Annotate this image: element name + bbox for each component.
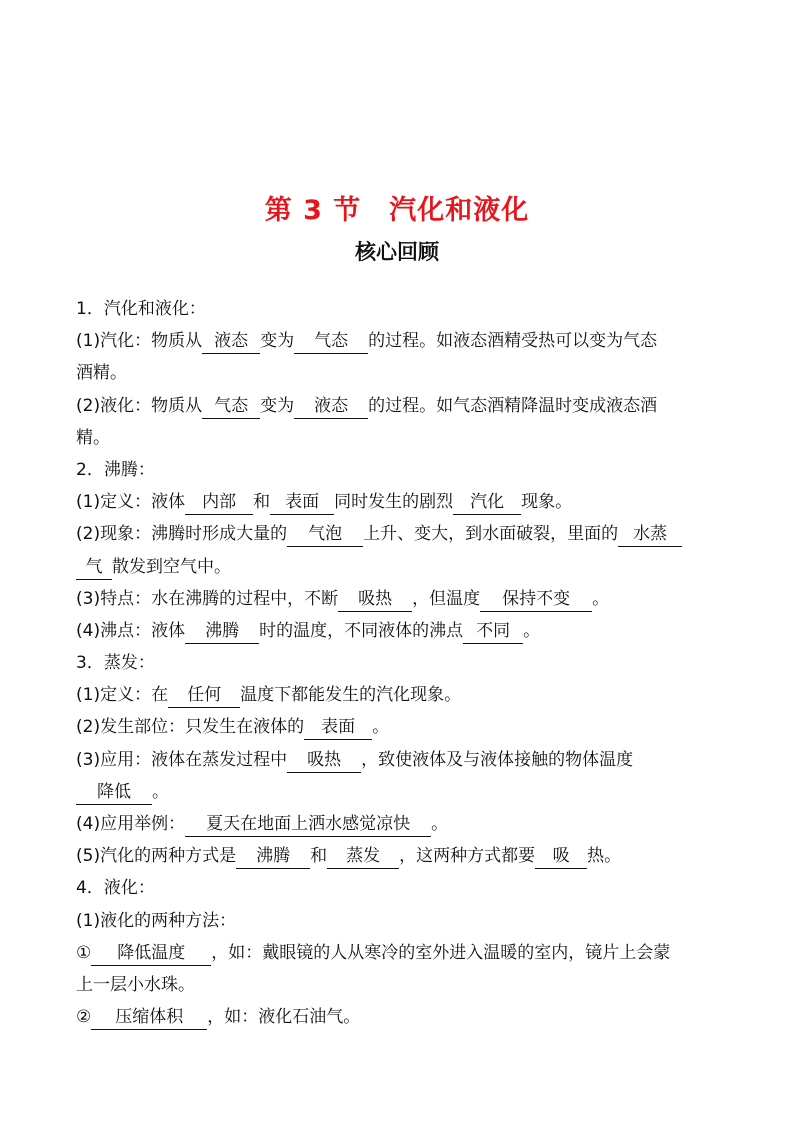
- text-line: [76, 711, 726, 743]
- answer-blank: 降低: [76, 780, 152, 805]
- answer-blank: 气: [76, 555, 112, 580]
- answer-blank: 吸热: [338, 587, 412, 612]
- answer-blank: 降低温度: [91, 941, 211, 966]
- text-segment: ②: [76, 1007, 92, 1028]
- text-line: [76, 808, 726, 840]
- text-segment: 。: [152, 781, 169, 802]
- text-segment: (2)发生部位：只发生在液体的: [76, 717, 305, 738]
- text-line: [76, 551, 726, 583]
- text-segment: ，致使液体及与液体接触的物体温度: [361, 749, 634, 770]
- text-segment: ，如：液化石油气。: [207, 1007, 361, 1028]
- text-segment: 上一层小水珠。: [76, 974, 195, 995]
- text-segment: ，如：戴眼镜的人从寒冷的室外进入温暖的室内，镜片上会蒙: [211, 942, 671, 963]
- answer-blank: 内部: [185, 490, 253, 515]
- answer-blank: 水蒸: [618, 522, 682, 547]
- text-line: [76, 583, 726, 615]
- text-segment: (1)汽化：物质从: [76, 331, 203, 352]
- answer-blank: 气态: [294, 329, 368, 354]
- text-segment: 热。: [587, 846, 622, 867]
- review-content: [76, 293, 726, 1033]
- text-segment: (1)定义：液体: [76, 492, 186, 513]
- text-segment: 。: [523, 620, 541, 641]
- text-segment: (1)定义：在: [76, 685, 169, 706]
- text-segment: ①: [76, 942, 92, 963]
- text-segment: 。: [431, 814, 449, 834]
- text-segment: 1．汽化和液化：: [76, 299, 206, 319]
- text-segment: (4)应用举例：: [76, 814, 186, 834]
- text-segment: 散发到空气中。: [112, 556, 231, 577]
- text-segment: 的过程。如液态酒精受热可以变为气态: [368, 331, 658, 352]
- text-segment: 。: [592, 588, 610, 609]
- text-line: [76, 776, 726, 808]
- text-segment: (1)液化的两种方法：: [76, 910, 237, 931]
- text-line: [76, 840, 726, 872]
- text-line: [76, 357, 726, 389]
- text-line: [76, 422, 726, 454]
- text-segment: ，但温度: [412, 588, 481, 609]
- answer-blank: 液态: [202, 329, 260, 354]
- text-line: [76, 615, 726, 647]
- answer-blank: 保持不变: [480, 587, 592, 612]
- text-segment: 2．沸腾：: [76, 459, 155, 480]
- answer-blank: 液态: [294, 394, 368, 419]
- answer-blank: 沸腾: [185, 619, 259, 644]
- answer-blank: 压缩体积: [91, 1005, 207, 1030]
- text-segment: 和: [310, 846, 328, 867]
- text-line: [76, 390, 726, 422]
- text-line: [76, 744, 726, 776]
- text-segment: 。: [372, 717, 390, 738]
- text-line: [76, 454, 726, 486]
- text-segment: 温度下都能发生的汽化现象。: [240, 685, 462, 706]
- text-segment: (4)沸点：液体: [76, 620, 186, 641]
- text-line: [76, 937, 726, 969]
- text-line: [76, 872, 726, 904]
- text-line: [76, 293, 726, 325]
- text-segment: 变为: [260, 395, 295, 416]
- section-subtitle: 核心回顾: [355, 240, 439, 264]
- answer-blank: 夏天在地面上洒水感觉凉快: [185, 812, 431, 837]
- text-segment: (5)汽化的两种方式是: [76, 846, 237, 867]
- text-segment: 酒精。: [76, 363, 127, 384]
- text-line: [76, 486, 726, 518]
- text-segment: 精。: [76, 427, 110, 448]
- text-segment: (3)特点：水在沸腾的过程中，不断: [76, 588, 339, 609]
- text-line: [76, 679, 726, 711]
- answer-blank: 任何: [168, 683, 240, 708]
- answer-blank: 蒸发: [327, 844, 399, 869]
- text-segment: 的过程。如气态酒精降温时变成液态酒: [368, 395, 658, 416]
- text-segment: 时的温度，不同液体的沸点: [259, 620, 464, 641]
- text-line: [76, 905, 726, 937]
- text-line: [76, 647, 726, 679]
- text-line: [76, 1001, 726, 1033]
- answer-blank: 气泡: [287, 522, 363, 547]
- text-line: [76, 518, 726, 550]
- answer-blank: 汽化: [453, 490, 521, 515]
- text-segment: (2)现象：沸腾时形成大量的: [76, 524, 288, 545]
- text-segment: 变为: [260, 331, 295, 352]
- text-line: [76, 969, 726, 1001]
- text-segment: 3．蒸发：: [76, 653, 155, 674]
- answer-blank: 表面: [270, 490, 334, 515]
- section-title: 第 3 节 汽化和液化: [264, 195, 530, 226]
- answer-blank: 沸腾: [236, 844, 310, 869]
- text-segment: 4．液化：: [76, 878, 155, 899]
- text-line: [76, 325, 726, 357]
- answer-blank: 表面: [304, 715, 372, 740]
- text-segment: ，这两种方式都要: [399, 846, 536, 867]
- text-segment: (2)液化：物质从: [76, 395, 203, 416]
- text-segment: 同时发生的剧烈: [334, 492, 454, 513]
- text-segment: (3)应用：液体在蒸发过程中: [76, 749, 288, 770]
- answer-blank: 吸热: [287, 748, 361, 773]
- text-segment: 和: [253, 492, 271, 513]
- text-segment: 上升、变大，到水面破裂，里面的: [363, 524, 619, 545]
- answer-blank: 不同: [463, 619, 523, 644]
- answer-blank: 吸: [535, 844, 587, 869]
- text-segment: 现象。: [521, 492, 573, 513]
- answer-blank: 气态: [202, 394, 260, 419]
